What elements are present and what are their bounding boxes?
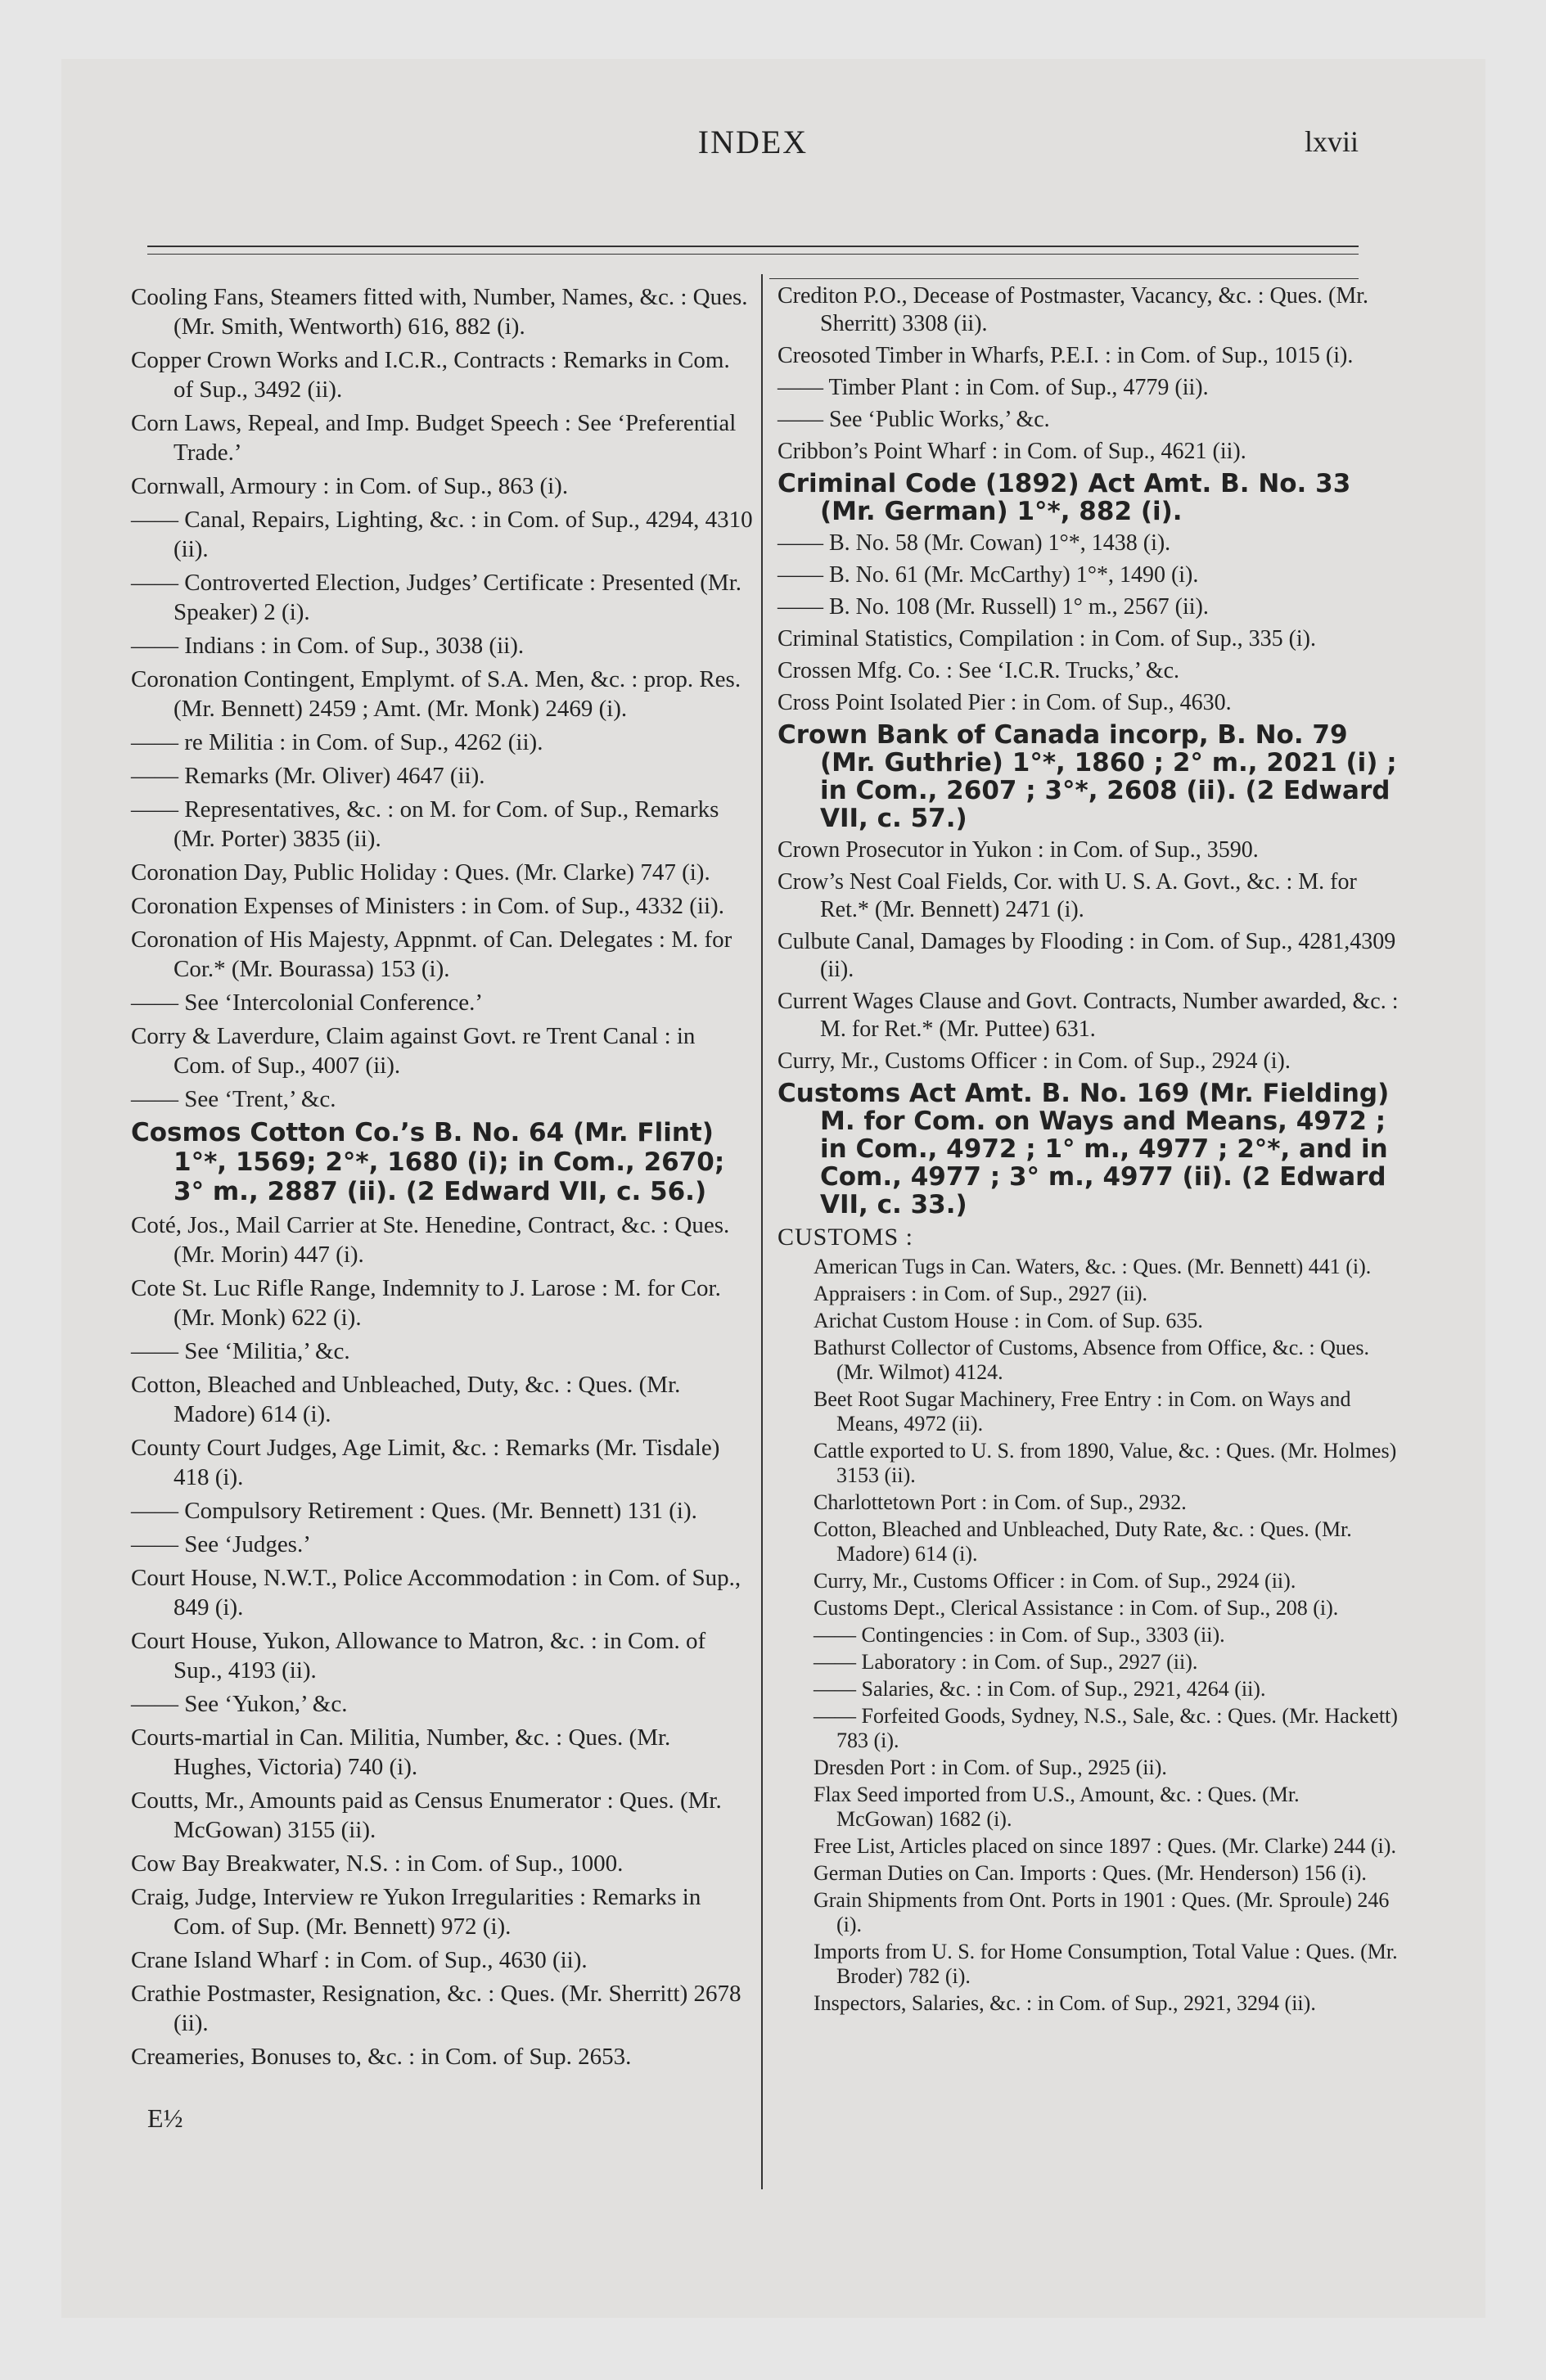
index-entry: Cross Point Isolated Pier : in Com. of Sup., 4630. [778, 690, 1232, 715]
signature-mark: E½ [147, 2103, 183, 2133]
index-entry: —— See ‘Yukon,’ &c. [131, 1691, 348, 1717]
index-entry: Culbute Canal, Damages by Flooding : in Com. of Sup., 4281,4309 (ii). [778, 929, 1396, 982]
index-entry: Crane Island Wharf : in Com. of Sup., 4630 (ii). [131, 1947, 588, 1973]
index-entry: —— Timber Plant : in Com. of Sup., 4779 (ii). [778, 375, 1209, 400]
customs-entry: Curry, Mr., Customs Officer : in Com. of Sup., 2924 (ii). [814, 1569, 1296, 1593]
index-entry: Coronation Day, Public Holiday : Ques. (Mr. Clarke) 747 (i). [131, 859, 710, 886]
customs-entry: —— Salaries, &c. : in Com. of Sup., 2921, 4264 (ii). [814, 1677, 1266, 1701]
index-entry: —— B. No. 61 (Mr. McCarthy) 1°*, 1490 (i). [778, 562, 1199, 588]
customs-entry: Bathurst Collector of Customs, Absence from Office, &c. : Ques. (Mr. Wilmot) 4124. [814, 1336, 1370, 1384]
index-entry: —— See ‘Militia,’ &c. [131, 1338, 350, 1364]
page-header [147, 123, 1359, 172]
index-entry: —— See ‘Judges.’ [131, 1531, 311, 1557]
index-entry: Courts-martial in Can. Militia, Number, &c. : Ques. (Mr. Hughes, Victoria) 740 (i). [131, 1724, 671, 1780]
customs-entry: American Tugs in Can. Waters, &c. : Ques. (Mr. Bennett) 441 (i). [814, 1255, 1372, 1278]
index-entry: Crow’s Nest Coal Fields, Cor. with U. S. A. Govt., &c. : M. for Ret.* (Mr. Bennett) 2471 (i). [778, 869, 1357, 922]
customs-entry: Beet Root Sugar Machinery, Free Entry : in Com. on Ways and Means, 4972 (ii). [814, 1387, 1351, 1436]
index-entry: Criminal Statistics, Compilation : in Com. of Sup., 335 (i). [778, 626, 1316, 651]
index-entry: Corn Laws, Repeal, and Imp. Budget Speech : See ‘Preferential Trade.’ [131, 410, 737, 466]
index-entry-bill: Customs Act Amt. B. No. 169 (Mr. Fielding) M. for Com. on Ways and Means, 4972 ; in Com., 4972 ; 1° m., 4977 ; 2°*, and in Com., 4977 ; 3° m., 4977 (ii). (2 Edward VII, c. 33.) [778, 1079, 1390, 1219]
customs-entry: Grain Shipments from Ont. Ports in 1901 : Ques. (Mr. Sproule) 246 (i). [814, 1888, 1390, 1936]
index-entry: —— re Militia : in Com. of Sup., 4262 (ii). [131, 729, 543, 755]
index-entry: Coté, Jos., Mail Carrier at Ste. Henedine, Contract, &c. : Ques. (Mr. Morin) 447 (i). [131, 1212, 730, 1268]
page-number: lxvii [1304, 125, 1359, 158]
index-entry: Crathie Postmaster, Resignation, &c. : Ques. (Mr. Sherritt) 2678 (ii). [131, 1981, 741, 2036]
index-entry: Creosoted Timber in Wharfs, P.E.I. : in Com. of Sup., 1015 (i). [778, 343, 1354, 368]
customs-heading: CUSTOMS : [778, 1224, 914, 1251]
header-rule-thin [147, 254, 1359, 255]
index-entry: Cribbon’s Point Wharf : in Com. of Sup., 4621 (ii). [778, 439, 1246, 464]
index-entry: —— See ‘Trent,’ &c. [131, 1086, 336, 1112]
index-entry: —— Canal, Repairs, Lighting, &c. : in Com. of Sup., 4294, 4310 (ii). [131, 507, 753, 562]
left-column [131, 282, 753, 2076]
index-entry: County Court Judges, Age Limit, &c. : Remarks (Mr. Tisdale) 418 (i). [131, 1435, 720, 1490]
index-entry: —— B. No. 108 (Mr. Russell) 1° m., 2567 (ii). [778, 594, 1209, 620]
index-entry: Court House, N.W.T., Police Accommodation : in Com. of Sup., 849 (i). [131, 1565, 741, 1620]
customs-entry: Imports from U. S. for Home Consumption, Total Value : Ques. (Mr. Broder) 782 (i). [814, 1940, 1398, 1988]
customs-entry: German Duties on Can. Imports : Ques. (Mr. Henderson) 156 (i). [814, 1861, 1367, 1885]
index-entry: Current Wages Clause and Govt. Contracts, Number awarded, &c. : M. for Ret.* (Mr. Puttee) 631. [778, 989, 1399, 1042]
right-column-rule [769, 278, 1359, 279]
column-divider [761, 274, 763, 2189]
index-entry: —— B. No. 58 (Mr. Cowan) 1°*, 1438 (i). [778, 530, 1171, 556]
index-entry: Coronation Expenses of Ministers : in Com. of Sup., 4332 (ii). [131, 893, 724, 919]
index-entry: Crown Prosecutor in Yukon : in Com. of Sup., 3590. [778, 837, 1259, 863]
index-entry: Copper Crown Works and I.C.R., Contracts : Remarks in Com. of Sup., 3492 (ii). [131, 347, 730, 403]
customs-entry: Dresden Port : in Com. of Sup., 2925 (ii). [814, 1756, 1167, 1779]
customs-entry: Charlottetown Port : in Com. of Sup., 2932. [814, 1490, 1187, 1514]
index-entry: Corry & Laverdure, Claim against Govt. re Trent Canal : in Com. of Sup., 4007 (ii). [131, 1023, 696, 1079]
customs-entry: Appraisers : in Com. of Sup., 2927 (ii). [814, 1282, 1148, 1305]
customs-entry: Cotton, Bleached and Unbleached, Duty Rate, &c. : Ques. (Mr. Madore) 614 (i). [814, 1517, 1352, 1566]
index-entry: Cornwall, Armoury : in Com. of Sup., 863 (i). [131, 473, 569, 499]
index-entry: Creameries, Bonuses to, &c. : in Com. of Sup. 2653. [131, 2044, 632, 2070]
index-entry: Coutts, Mr., Amounts paid as Census Enumerator : Ques. (Mr. McGowan) 3155 (ii). [131, 1787, 722, 1843]
index-entry: Coronation Contingent, Emplymt. of S.A. Men, &c. : prop. Res. (Mr. Bennett) 2459 ; Amt. (Mr. Monk) 2469 (i). [131, 666, 741, 722]
index-entry: Cote St. Luc Rifle Range, Indemnity to J. Larose : M. for Cor. (Mr. Monk) 622 (i). [131, 1275, 721, 1331]
index-entry: Crediton P.O., Decease of Postmaster, Vacancy, &c. : Ques. (Mr. Sherritt) 3308 (ii). [778, 283, 1369, 336]
right-column [778, 282, 1400, 2018]
index-entry: —— Representatives, &c. : on M. for Com. of Sup., Remarks (Mr. Porter) 3835 (ii). [131, 796, 719, 852]
customs-entry: Customs Dept., Clerical Assistance : in Com. of Sup., 208 (i). [814, 1596, 1339, 1620]
index-entry: —— See ‘Public Works,’ &c. [778, 407, 1050, 432]
customs-entry: Inspectors, Salaries, &c. : in Com. of Sup., 2921, 3294 (ii). [814, 1991, 1316, 2015]
customs-entry: Flax Seed imported from U.S., Amount, &c. : Ques. (Mr. McGowan) 1682 (i). [814, 1783, 1300, 1831]
index-entry: Craig, Judge, Interview re Yukon Irregularities : Remarks in Com. of Sup. (Mr. Bennett) 972 (i). [131, 1884, 701, 1940]
index-entry: Coronation of His Majesty, Appnmt. of Can. Delegates : M. for Cor.* (Mr. Bourassa) 153 (i). [131, 926, 732, 982]
customs-entry: —— Contingencies : in Com. of Sup., 3303 (ii). [814, 1623, 1225, 1647]
index-entry: Court House, Yukon, Allowance to Matron, &c. : in Com. of Sup., 4193 (ii). [131, 1628, 706, 1684]
customs-entry: Free List, Articles placed on since 1897 : Ques. (Mr. Clarke) 244 (i). [814, 1834, 1396, 1858]
index-entry-bill: Criminal Code (1892) Act Amt. B. No. 33 (Mr. German) 1°*, 882 (i). [778, 469, 1351, 526]
index-entry: —— Indians : in Com. of Sup., 3038 (ii). [131, 633, 525, 659]
customs-entry: Cattle exported to U. S. from 1890, Value, &c. : Ques. (Mr. Holmes) 3153 (ii). [814, 1439, 1397, 1487]
index-entry-bill: Cosmos Cotton Co.’s B. No. 64 (Mr. Flint) 1°*, 1569; 2°*, 1680 (i); in Com., 2670; 3° m., 2887 (ii). (2 Edward VII, c. 56.) [131, 1118, 725, 1206]
page-title: INDEX [697, 124, 809, 160]
index-entry-bill: Crown Bank of Canada incorp, B. No. 79 (Mr. Guthrie) 1°*, 1860 ; 2° m., 2021 (i) ; in Com., 2607 ; 3°*, 2608 (ii). (2 Edward VII, c. 57.) [778, 720, 1397, 833]
header-rule [147, 246, 1359, 247]
index-entry: —— Controverted Election, Judges’ Certificate : Presented (Mr. Speaker) 2 (i). [131, 570, 742, 625]
customs-entry: —— Forfeited Goods, Sydney, N.S., Sale, &c. : Ques. (Mr. Hackett) 783 (i). [814, 1704, 1398, 1752]
index-entry: —— Compulsory Retirement : Ques. (Mr. Bennett) 131 (i). [131, 1498, 697, 1524]
customs-entry: —— Laboratory : in Com. of Sup., 2927 (ii). [814, 1650, 1198, 1674]
index-entry: Curry, Mr., Customs Officer : in Com. of Sup., 2924 (i). [778, 1048, 1291, 1074]
index-entry: Crossen Mfg. Co. : See ‘I.C.R. Trucks,’ &c. [778, 658, 1180, 683]
customs-entry: Arichat Custom House : in Com. of Sup. 635. [814, 1309, 1203, 1332]
index-entry: —— Remarks (Mr. Oliver) 4647 (ii). [131, 763, 485, 789]
index-entry: Cooling Fans, Steamers fitted with, Number, Names, &c. : Ques. (Mr. Smith, Wentworth) 616, 882 (i). [131, 284, 748, 340]
index-entry: Cow Bay Breakwater, N.S. : in Com. of Sup., 1000. [131, 1850, 624, 1877]
index-entry: Cotton, Bleached and Unbleached, Duty, &c. : Ques. (Mr. Madore) 614 (i). [131, 1372, 681, 1427]
index-entry: —— See ‘Intercolonial Conference.’ [131, 989, 483, 1016]
